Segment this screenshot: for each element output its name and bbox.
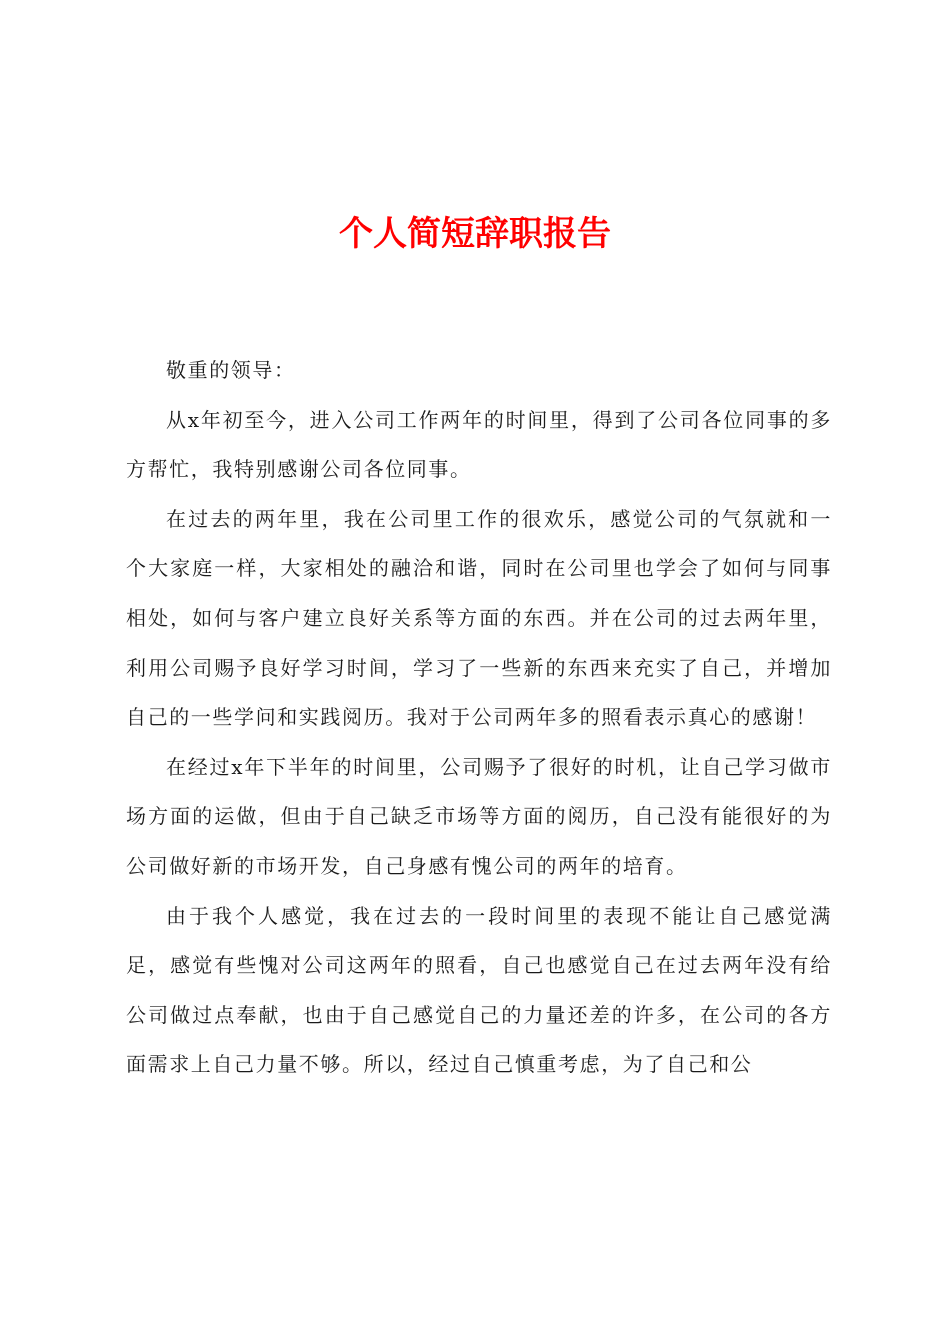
salutation: 敬重的领导：: [166, 358, 296, 382]
document-body: [126, 346, 832, 1090]
paragraph-2: 在过去的两年里，我在公司里工作的很欢乐，感觉公司的气氛就和一个大家庭一样，大家相处的融洽和谐，同时在公司里也学会了如何与同事相处，如何与客户建立良好关系等方面的东西。并在公司的过去两年里，利用公司赐予良好学习时间，学习了一些新的东西来充实了自己，并增加自己的一些学问和实践阅历。我对于公司两年多的照看表示真心的感谢！: [126, 506, 832, 730]
paragraph-3: 在经过x年下半年的时间里，公司赐予了很好的时机，让自己学习做市场方面的运做，但由于自己缺乏市场等方面的阅历，自己没有能很好的为公司做好新的市场开发，自己身感有愧公司的两年的培育。: [126, 754, 832, 878]
paragraph-1: 从x年初至今，进入公司工作两年的时间里，得到了公司各位同事的多方帮忙，我特别感谢公司各位同事。: [126, 407, 832, 482]
paragraph-4: 由于我个人感觉，我在过去的一段时间里的表现不能让自己感觉满足，感觉有些愧对公司这两年的照看，自己也感觉自己在过去两年没有给公司做过点奉献，也由于自己感觉自己的力量还差的许多，在公司的各方面需求上自己力量不够。所以，经过自己慎重考虑，为了自己和公: [126, 903, 832, 1077]
document-title: 个人简短辞职报告: [339, 214, 611, 254]
